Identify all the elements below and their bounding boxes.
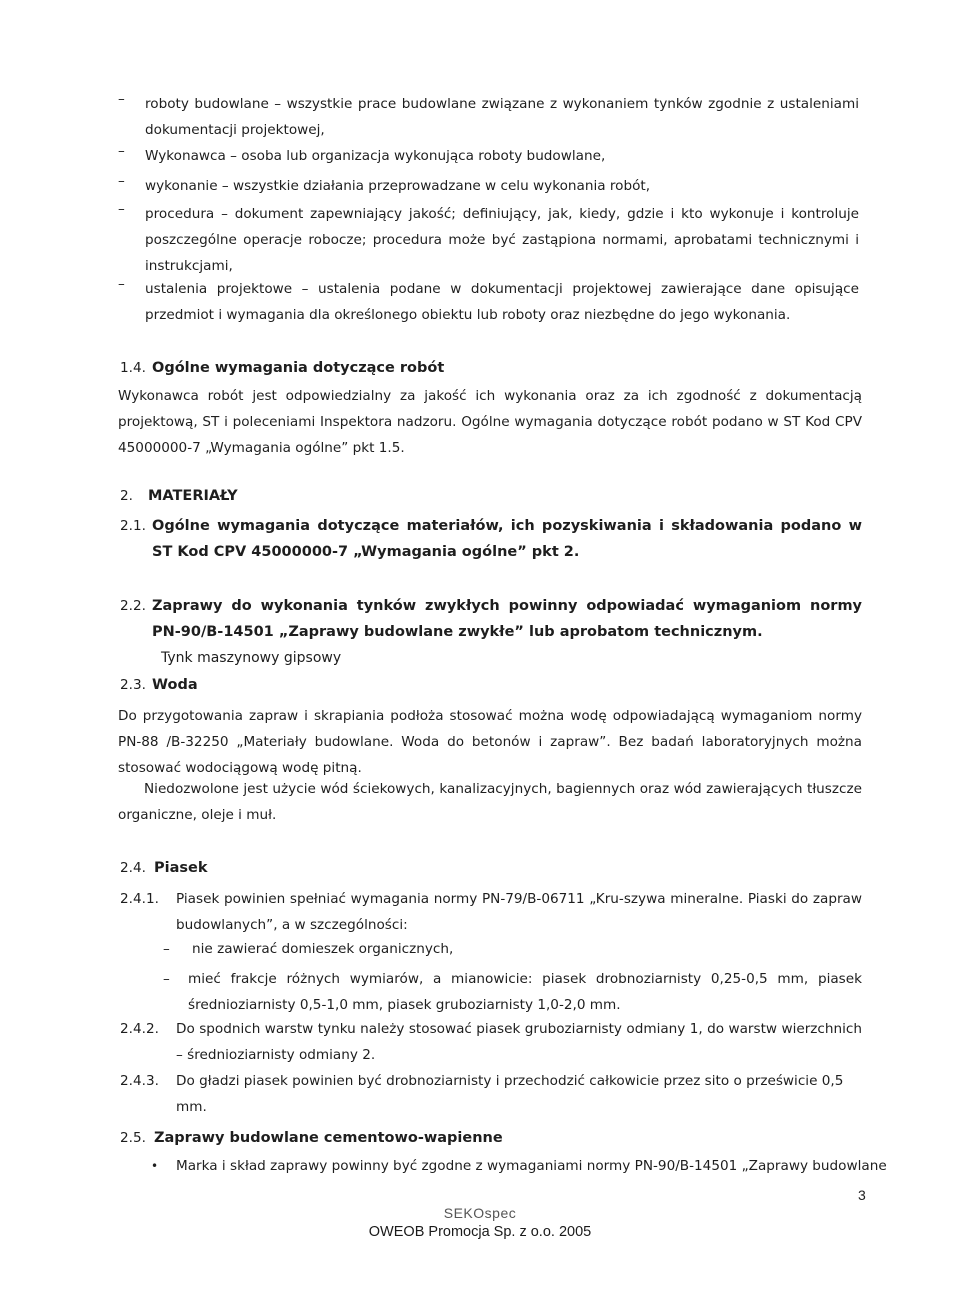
- section-number: 2.1.: [120, 518, 146, 534]
- page-number: 3: [858, 1187, 866, 1203]
- definition-ustalenia-projektowe: ustalenia projektowe – ustalenia podane w dokumentacji projektowej zawierające dane opisujące przedmiot i wymagania dla określonego obiektu lub roboty oraz niezbędne do jego wykonania.: [145, 281, 859, 323]
- section-title-ogolne-wymagania-robot: Ogólne wymagania dotyczące robót: [152, 360, 445, 376]
- section-title-materialy: MATERIAŁY: [148, 488, 238, 504]
- bullet-marker: •: [151, 1159, 159, 1173]
- definition-procedura: procedura – dokument zapewniający jakość; definiujący, jak, kiedy, gdzie i kto wykonuje i kontroluje poszczególne operacje robocze; procedura może być zastąpiona normami, aprobatami technicznymi i instrukcjami,: [145, 206, 859, 274]
- section-2-3-paragraph-2: Niedozwolone jest użycie wód ściekowych, kanalizacyjnych, bagiennych oraz wód zawierających tłuszcze organiczne, oleje i muł.: [118, 781, 862, 823]
- footer-company-line: OWEOB Promocja Sp. z o.o. 2005: [368, 1224, 592, 1240]
- item-2-4-1-sub-2: mieć frakcje różnych wymiarów, a mianowicie: piasek drobnoziarnisty 0,25-0,5 mm, piasek średnioziarnisty 0,5-1,0 mm, piasek gruboziarnisty 1,0-2,0 mm.: [188, 971, 862, 1013]
- section-2-3-paragraph-1: Do przygotowania zapraw i skrapiania podłoża stosować można wodę odpowiadającą wymaganiom normy PN-88 /B-32250 „Materiały budowlane. Woda do betonów i zapraw”. Bez badań laboratoryjnych można stosować wodociągową wodę pitną.: [118, 708, 862, 776]
- section-number: 1.4.: [120, 360, 146, 376]
- definition-wykonanie: wykonanie – wszystkie działania przeprowadzane w celu wykonania robót,: [145, 178, 651, 194]
- item-number: 2.4.3.: [120, 1073, 159, 1089]
- section-number: 2.3.: [120, 677, 146, 693]
- list-dash: –: [118, 173, 125, 189]
- section-number: 2.: [120, 488, 133, 504]
- list-dash: –: [118, 143, 125, 159]
- definition-wykonawca: Wykonawca – osoba lub organizacja wykonująca roboty budowlane,: [145, 148, 606, 164]
- item-number: 2.4.2.: [120, 1021, 159, 1037]
- section-title-2-2: Zaprawy do wykonania tynków zwykłych powinny odpowiadać wymaganiom normy PN-90/B-14501 „Zaprawy budowlane zwykłe” lub aprobatom technicznym.: [152, 598, 862, 640]
- item-number: 2.4.1.: [120, 891, 159, 907]
- item-2-4-3-text: Do gładzi piasek powinien być drobnoziarnisty i przechodzić całkowicie przez sito o prześwicie 0,5 mm.: [176, 1073, 844, 1115]
- section-title-woda: Woda: [152, 677, 198, 693]
- section-title-zaprawy-cementowo-wapienne: Zaprawy budowlane cementowo-wapienne: [154, 1130, 503, 1146]
- item-2-4-1-text: Piasek powinien spełniać wymagania normy PN-79/B-06711 „Kru-szywa mineralne. Piaski do zapraw budowlanych”, a w szczególności:: [176, 891, 862, 933]
- section-title-piasek: Piasek: [154, 860, 208, 876]
- section-2-2-subtitle: Tynk maszynowy gipsowy: [161, 650, 342, 666]
- footer-brand: SEKOspec: [443, 1205, 517, 1221]
- section-number: 2.5.: [120, 1130, 146, 1146]
- item-2-4-1-sub-1: nie zawierać domieszek organicznych,: [192, 941, 454, 957]
- definition-roboty-budowlane: roboty budowlane – wszystkie prace budowlane związane z wykonaniem tynków zgodnie z ustaleniami dokumentacji projektowej,: [145, 96, 859, 138]
- list-dash: –: [163, 941, 170, 957]
- list-dash: –: [118, 91, 125, 107]
- section-2-5-bullet-1: Marka i skład zaprawy powinny być zgodne z wymaganiami normy PN-90/B-14501 „Zaprawy budowlane: [176, 1158, 887, 1174]
- list-dash: –: [163, 971, 170, 987]
- section-number: 2.2.: [120, 598, 146, 614]
- section-number: 2.4.: [120, 860, 146, 876]
- list-dash: –: [118, 276, 125, 292]
- item-2-4-2-text: Do spodnich warstw tynku należy stosować piasek gruboziarnisty odmiany 1, do warstw wierzchnich – średnioziarnisty odmiany 2.: [176, 1021, 862, 1063]
- section-1-4-body: Wykonawca robót jest odpowiedzialny za jakość ich wykonania oraz za ich zgodność z dokumentacją projektową, ST i poleceniami Inspektora nadzoru. Ogólne wymagania dotyczące robót podano w ST Kod CPV 45000000-7 „Wymagania ogólne” pkt 1.5.: [118, 388, 862, 456]
- section-title-2-1: Ogólne wymagania dotyczące materiałów, ich pozyskiwania i składowania podano w ST Kod CPV 45000000-7 „Wymagania ogólne” pkt 2.: [152, 518, 862, 560]
- list-dash: –: [118, 201, 125, 217]
